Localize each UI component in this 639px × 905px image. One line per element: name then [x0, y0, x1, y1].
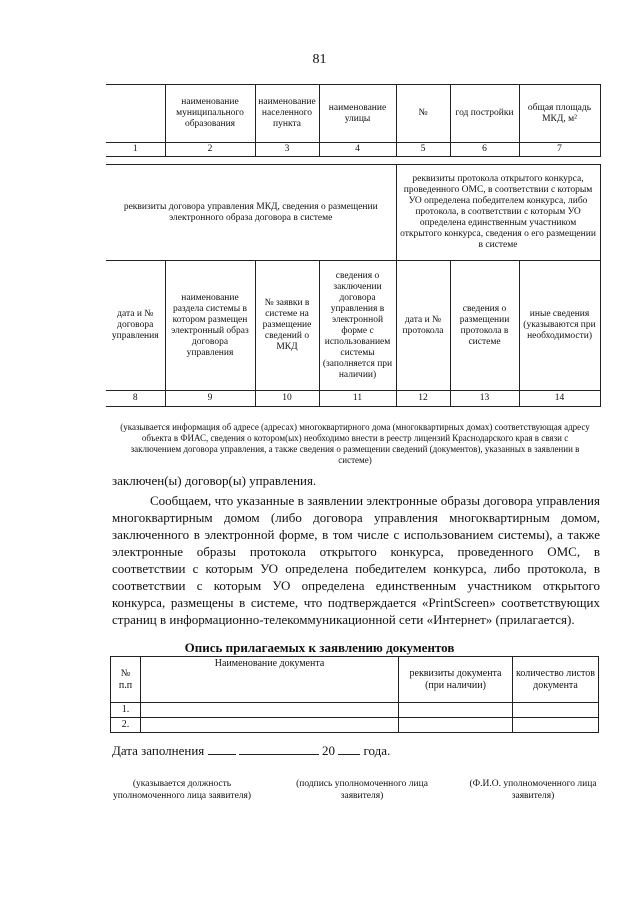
inventory-header-sheets: количество листов документа: [513, 657, 599, 703]
inventory-header-requisites: реквизиты документа (при наличии): [399, 657, 513, 703]
column-number: 8: [106, 391, 165, 407]
column-number: 2: [165, 143, 255, 157]
column-number: 7: [519, 143, 600, 157]
inventory-table: [110, 656, 599, 733]
inventory-title: Опись прилагаемых к заявлению документов: [184, 640, 455, 655]
column-number: 10: [255, 391, 319, 407]
signature-position: (указывается должность уполномоченного лица заявителя): [112, 779, 252, 801]
group-header-protocol: реквизиты протокола открытого конкурса, проведенного ОМС, в соответствии с которым УО определена победителем конкурса, либо протокола, в соответствии с которым УО определена единственным участником открытого конкурса, сведения о его размещении в системе: [396, 165, 600, 261]
column-number: 1: [106, 143, 165, 157]
group-header-contract: реквизиты договора управления МКД, сведения о размещении электронного образа договора в системе: [106, 165, 396, 261]
column-number: 3: [255, 143, 319, 157]
page-number: 81: [312, 52, 327, 67]
subheader-protocol-placement: сведения о размещении протокола в системе: [450, 261, 519, 391]
year-blank[interactable]: [338, 742, 360, 755]
subheader-request-number: № заявки в системе на размещение сведений о МКД: [255, 261, 319, 391]
inventory-cell: [141, 718, 399, 733]
inventory-cell: [141, 703, 399, 718]
signature-sign: (подпись уполномоченного лица заявителя): [296, 779, 428, 801]
subheader-electronic-contract: сведения о заключении договора управления в электронной форме с использованием системы (заполняется при наличии): [319, 261, 396, 391]
paragraph-contract-concluded: заключен(ы) договор(ы) управления.: [112, 473, 317, 488]
header-street: наименование улицы: [319, 85, 396, 143]
inventory-cell: [513, 703, 599, 718]
header-settlement: наименование населенного пункта: [255, 85, 319, 143]
subheader-contract-date: дата и № договора управления: [106, 261, 165, 391]
header-year-built: год постройки: [450, 85, 519, 143]
inventory-cell: [399, 718, 513, 733]
subheader-protocol-date: дата и № протокола: [396, 261, 450, 391]
date-suffix: года.: [363, 743, 391, 758]
inventory-row-number: 2.: [111, 718, 141, 733]
subheader-system-section: наименование раздела системы в котором размещен электронный образ договора управления: [165, 261, 255, 391]
inventory-header-name: Наименование документа: [141, 657, 399, 703]
year-prefix: 20: [322, 743, 336, 758]
header-number: №: [396, 85, 450, 143]
contract-protocol-table: [106, 164, 601, 407]
date-label: Дата заполнения: [112, 743, 205, 758]
inventory-header-number: № п.п: [111, 657, 141, 703]
column-number: 14: [519, 391, 600, 407]
column-number: 13: [450, 391, 519, 407]
mkd-address-table: [106, 84, 601, 157]
month-blank[interactable]: [239, 742, 319, 755]
inventory-cell: [399, 703, 513, 718]
column-number: 12: [396, 391, 450, 407]
date-line: [112, 742, 390, 759]
paragraph-notification: Сообщаем, что указанные в заявлении электронные образы договора управления многоквартирным домом (либо договора управления многоквартирным домом, заключенного в электронной форме, в том числе с использованием системы), а также электронные образы протокола открытого конкурса, проведенного ОМС, в соответствии с которым УО определена победителем конкурса, либо протокола, в соответствии с которым УО определена единственным участником открытого конкурса, размещены в системе, что подтверждается «PrintScreen» соответствующих страниц в информационно-телекоммуникационной сети «Интернет» (прилагается).: [112, 493, 600, 627]
column-number: 5: [396, 143, 450, 157]
header-total-area: общая площадь МКД, м²: [519, 85, 600, 143]
header-municipality: наименование муниципального образования: [165, 85, 255, 143]
column-number: 6: [450, 143, 519, 157]
inventory-cell: [513, 718, 599, 733]
subheader-other-info: иные сведения (указываются при необходимости): [519, 261, 600, 391]
day-blank[interactable]: [208, 742, 236, 755]
column-number: 4: [319, 143, 396, 157]
header-empty: [106, 85, 165, 143]
signature-name: (Ф.И.О. уполномоченного лица заявителя): [469, 779, 597, 801]
column-number: 11: [319, 391, 396, 407]
table-note: (указывается информация об адресе (адресах) многоквартирного дома (многоквартирных домах) соответствующая адресу объекта в ФИАС, сведения о котором(ых) необходимо внести в реестр лицензий Краснодарского края в связи с заключением договора управления, а также сведения о размещении сведений (документов), указанных в заявлении в системе): [120, 422, 590, 465]
column-number: 9: [165, 391, 255, 407]
inventory-row-number: 1.: [111, 703, 141, 718]
